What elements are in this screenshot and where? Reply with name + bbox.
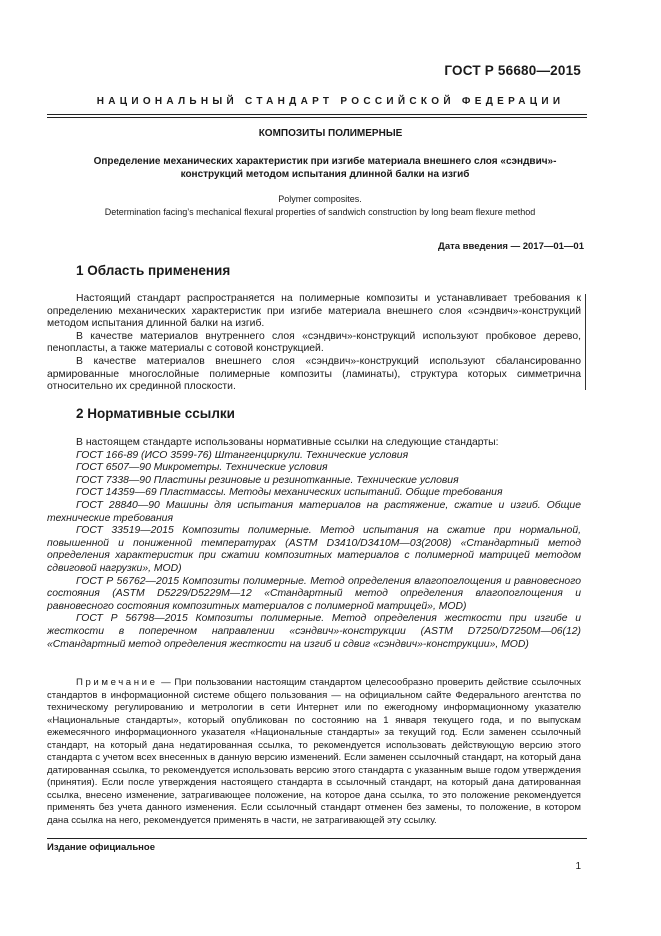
official-edition-label: Издание официальное	[47, 842, 155, 853]
section-1-body	[47, 293, 581, 394]
english-title-line-1: Polymer composites.	[278, 194, 362, 204]
section-1-paragraph: В качестве материалов внутреннего слоя «сэндвич»-конструкций используют пробковое дерево, пенопласты, а также материалы с сотовой конструкцией.	[47, 330, 581, 355]
national-standard-banner: НАЦИОНАЛЬНЫЙ СТАНДАРТ РОССИЙСКОЙ ФЕДЕРАЦИИ	[96, 96, 565, 107]
document-subtitle	[55, 155, 595, 181]
header-rule-top	[47, 114, 587, 115]
reference-item: ГОСТ 33519—2015 Композиты полимерные. Метод испытания на сжатие при нормальной, повышенной и пониженной температурах (ASTM D3410/D3410M—03(2008) «Стандартный метод определения характеристик при сжатии композитных материалов с полимерной матрицей методом сдвиговой нагрузки», MOD)	[47, 525, 581, 574]
note-block	[47, 677, 581, 827]
reference-item: ГОСТ 28840—90 Машины для испытания материалов на растяжение, сжатие и изгиб. Общие технические требования	[47, 499, 581, 524]
footer-rule	[47, 838, 587, 839]
introduction-date: Дата введения — 2017—01—01	[438, 241, 584, 252]
section-1-paragraph: В качестве материалов внешнего слоя «сэндвич»-конструкций используют сбалансированно армированные многослойные полимерные композиты (ламинаты), структура которых симметрична относительно их срединной плоскости.	[47, 355, 581, 393]
reference-item: ГОСТ 7338—90 Пластины резиновые и резинотканные. Технические условия	[76, 474, 459, 486]
english-title	[40, 193, 600, 219]
subtitle-line-2: конструкций методом испытания длинной балки на изгиб	[180, 169, 470, 180]
document-title: КОМПОЗИТЫ ПОЛИМЕРНЫЕ	[258, 128, 403, 139]
page-number: 1	[575, 861, 581, 872]
section-2-heading: 2 Нормативные ссылки	[76, 406, 235, 421]
note-paragraph	[47, 677, 581, 827]
standard-code: ГОСТ Р 56680—2015	[444, 63, 581, 78]
section-2-body	[47, 437, 581, 651]
references-intro: В настоящем стандарте использованы нормативные ссылки на следующие стандарты:	[76, 437, 499, 448]
section-1-heading: 1 Область применения	[76, 263, 231, 278]
reference-item: ГОСТ Р 56762—2015 Композиты полимерные. Метод определения влагопоглощения и равновесного состояния (ASTM D5229/D5229M—12 «Стандартный метод определения влагопоглощения и равновесного состояния композитных материалов с полимерной матрицей», MOD)	[47, 575, 581, 612]
section-1-paragraph: Настоящий стандарт распространяется на полимерные композиты и устанавливает требования к определению механических характеристик при изгибе материала внешнего слоя «сэндвич»-конструкций методом испытания длинной балки на изгиб.	[47, 293, 581, 330]
reference-item: ГОСТ 14359—69 Пластмассы. Методы механических испытаний. Общие требования	[76, 487, 503, 499]
note-label: Примечание	[76, 677, 158, 688]
reference-item: ГОСТ 166-89 (ИСО 3599-76) Штангенциркули. Технические условия	[76, 449, 409, 461]
change-bar	[585, 294, 586, 390]
note-text: — При пользовании настоящим стандартом целесообразно проверить действие ссылочных стандартов в информационной системе общего пользования — на официальном сайте Федерального агентства по техническому регулированию и метрологии в сети Интернет или по ежегодному информационному указателю «Национальные стандарты», который опубликован по состоянию на 1 января текущего года, и по выпускам ежемесячного информационного указателя «Национальные стандарты» за текущий год. Если заменен ссылочный стандарт, на который дана недатированная ссылка, то рекомендуется использовать действующую версию этого стандарта с учетом всех внесенных в данную версию изменений. Если заменен ссылочный стандарт, на который дана датированная ссылка, то рекомендуется использовать версию этого стандарта с указанным выше годом утверждения (принятия). Если после утверждения настоящего стандарта в ссылочный стандарт, на который дана датированная ссылка, внесено изменение, затрагивающее положение, на которое дана ссылка, то это положение рекомендуется применять без учета данного изменения. Если ссылочный стандарт отменен без замены, то положение, в котором дана ссылка на него, рекомендуется применять в части, не затрагивающей эту ссылку.	[47, 677, 581, 826]
reference-item: ГОСТ Р 56798—2015 Композиты полимерные. Метод определения жесткости при изгибе и жесткости в поперечном направлении «сэндвич»-конструкции (ASTM D7250/D7250M—06(12) «Стандартный метод определения жесткости на изгиб и сдвиг «сэндвич»-конструкции», MOD)	[47, 613, 581, 650]
header-rule-bottom	[47, 117, 587, 118]
reference-item: ГОСТ 6507—90 Микрометры. Технические условия	[76, 462, 328, 474]
english-title-line-2: Determination facing’s mechanical flexural properties of sandwich construction by long beam flexure method	[104, 207, 536, 217]
subtitle-line-1: Определение механических характеристик при изгибе материала внешнего слоя «сэндвич»-	[93, 156, 557, 167]
